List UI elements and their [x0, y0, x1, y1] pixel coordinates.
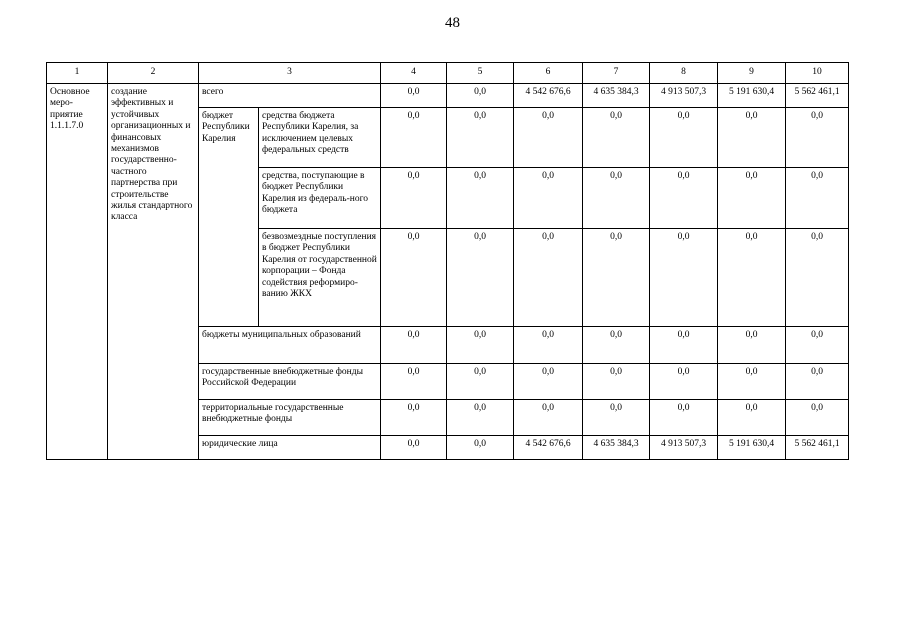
value-cell: 4 913 507,3 [650, 436, 718, 460]
row-label: средства, поступающие в бюджет Республики Карелия из федераль-ного бюджета [259, 168, 381, 229]
value-cell: 0,0 [381, 364, 447, 400]
value-cell: 0,0 [447, 327, 514, 364]
value-cell: 4 542 676,6 [514, 436, 583, 460]
value-cell: 0,0 [381, 327, 447, 364]
value-cell: 0,0 [514, 108, 583, 168]
value-cell: 0,0 [583, 229, 650, 327]
value-cell: 0,0 [786, 327, 849, 364]
row-label: бюджеты муниципальных образований [199, 327, 381, 364]
table-row-total [47, 84, 849, 108]
value-cell: 0,0 [583, 400, 650, 436]
value-cell: 0,0 [583, 108, 650, 168]
column-header: 2 [108, 63, 199, 84]
value-cell: 4 635 384,3 [583, 84, 650, 108]
value-cell: 0,0 [718, 327, 786, 364]
value-cell: 0,0 [447, 229, 514, 327]
value-cell: 5 191 630,4 [718, 436, 786, 460]
activity-name-cell: Основное меро-приятие 1.1.1.7.0 [47, 84, 108, 460]
value-cell: 0,0 [447, 400, 514, 436]
column-header: 7 [583, 63, 650, 84]
value-cell: 0,0 [447, 364, 514, 400]
value-cell: 4 913 507,3 [650, 84, 718, 108]
value-cell: 0,0 [381, 229, 447, 327]
value-cell: 0,0 [514, 364, 583, 400]
value-cell: 0,0 [650, 364, 718, 400]
value-cell: 0,0 [650, 168, 718, 229]
value-cell: 0,0 [718, 108, 786, 168]
value-cell: 0,0 [718, 400, 786, 436]
value-cell: 0,0 [786, 364, 849, 400]
column-header: 5 [447, 63, 514, 84]
value-cell: 5 562 461,1 [786, 84, 849, 108]
value-cell: 0,0 [786, 168, 849, 229]
value-cell: 0,0 [718, 168, 786, 229]
value-cell: 5 191 630,4 [718, 84, 786, 108]
funding-table [46, 62, 849, 460]
row-label: юридические лица [199, 436, 381, 460]
value-cell: 0,0 [583, 168, 650, 229]
column-header: 9 [718, 63, 786, 84]
value-cell: 0,0 [786, 400, 849, 436]
value-cell: 0,0 [786, 229, 849, 327]
value-cell: 0,0 [447, 84, 514, 108]
column-header: 10 [786, 63, 849, 84]
value-cell: 0,0 [514, 327, 583, 364]
table-header-row [47, 63, 849, 84]
row-label: безвозмездные поступления в бюджет Республики Карелия от государственной корпорации – Фонда содействия реформиро-ванию ЖКХ [259, 229, 381, 327]
value-cell: 0,0 [447, 168, 514, 229]
value-cell: 0,0 [650, 400, 718, 436]
value-cell: 4 542 676,6 [514, 84, 583, 108]
value-cell: 4 635 384,3 [583, 436, 650, 460]
value-cell: 0,0 [650, 327, 718, 364]
row-label: средства бюджета Республики Карелия, за исключением целевых федеральных средств [259, 108, 381, 168]
value-cell: 0,0 [583, 364, 650, 400]
value-cell: 0,0 [718, 229, 786, 327]
value-cell: 0,0 [786, 108, 849, 168]
value-cell: 0,0 [514, 168, 583, 229]
page-number: 48 [445, 15, 460, 31]
column-header: 8 [650, 63, 718, 84]
row-label: всего [199, 84, 381, 108]
column-header: 1 [47, 63, 108, 84]
value-cell: 0,0 [718, 364, 786, 400]
value-cell: 0,0 [514, 229, 583, 327]
value-cell: 0,0 [447, 108, 514, 168]
row-label: государственные внебюджетные фонды Российской Федерации [199, 364, 381, 400]
column-header: 4 [381, 63, 447, 84]
activity-goal-cell: создание эффективных и устойчивых организационных и финансовых механизмов государственно-частного партнерства при строительстве жилья стандартного класса [108, 84, 199, 460]
value-cell: 0,0 [381, 436, 447, 460]
budget-group-label: бюджет Республики Карелия [199, 108, 259, 327]
row-label: территориальные государственные внебюджетные фонды [199, 400, 381, 436]
value-cell: 0,0 [447, 436, 514, 460]
value-cell: 0,0 [381, 84, 447, 108]
value-cell: 0,0 [514, 400, 583, 436]
value-cell: 0,0 [381, 168, 447, 229]
column-header: 3 [199, 63, 381, 84]
value-cell: 5 562 461,1 [786, 436, 849, 460]
value-cell: 0,0 [650, 229, 718, 327]
value-cell: 0,0 [381, 400, 447, 436]
column-header: 6 [514, 63, 583, 84]
value-cell: 0,0 [381, 108, 447, 168]
value-cell: 0,0 [650, 108, 718, 168]
value-cell: 0,0 [583, 327, 650, 364]
